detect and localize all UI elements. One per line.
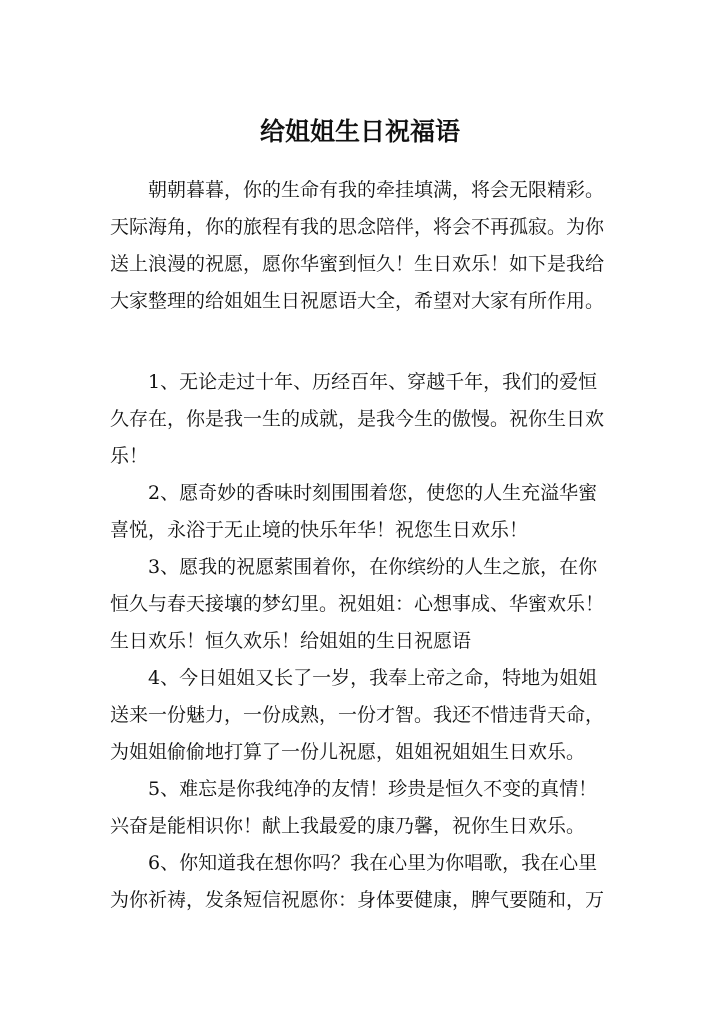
text-line: 4、今日姐姐又长了一岁，我奉上帝之命，特地为姐姐	[110, 667, 598, 689]
text-line: 为你祈祷，发条短信祝愿你：身体要健康，脾气要随和，万	[110, 889, 605, 911]
text-line: 久存在，你是我一生的成就，是我今生的傲慢。祝你生日欢	[110, 408, 605, 430]
text-line: 恒久与春天接壤的梦幻里。祝姐姐：心想事成、华蜜欢乐！	[110, 593, 605, 615]
text-line: 送来一份魅力，一份成熟，一份才智。我还不惜违背天命，	[110, 704, 605, 726]
wishes-list	[110, 364, 614, 919]
document-title: 给姐姐生日祝福语	[259, 117, 460, 146]
text-line: 6、你知道我在想你吗？我在心里为你唱歌，我在心里	[110, 852, 598, 874]
text-line: 兴奋是能相识你！献上我最爱的康乃馨，祝你生日欢乐。	[110, 815, 586, 837]
text-line: 送上浪漫的祝愿，愿你华蜜到恒久！生日欢乐！如下是我给	[110, 253, 605, 275]
text-line: 天际海角，你的旅程有我的思念陪伴，将会不再孤寂。为你	[110, 216, 605, 238]
text-line: 朝朝暮暮，你的生命有我的牵挂填满，将会无限精彩。	[110, 179, 605, 201]
text-line: 5、难忘是你我纯净的友情！珍贵是恒久不变的真情！	[110, 778, 598, 800]
text-line: 生日欢乐！恒久欢乐！给姐姐的生日祝愿语	[110, 630, 472, 652]
text-line: 大家整理的给姐姐生日祝愿语大全，希望对大家有所作用。	[110, 290, 605, 312]
text-line: 喜悦，永浴于无止境的快乐年华！祝您生日欢乐！	[110, 519, 529, 541]
text-line: 2、愿奇妙的香味时刻围围着您，使您的人生充溢华蜜	[110, 482, 598, 504]
text-line: 3、愿我的祝愿萦围着你，在你缤纷的人生之旅，在你	[110, 556, 598, 578]
intro-paragraph	[110, 172, 614, 320]
text-line: 为姐姐偷偷地打算了一份儿祝愿，姐姐祝姐姐生日欢乐。	[110, 741, 586, 763]
text-line: 乐！	[110, 445, 149, 467]
text-line: 1、无论走过十年、历经百年、穿越千年，我们的爱恒	[110, 371, 598, 393]
